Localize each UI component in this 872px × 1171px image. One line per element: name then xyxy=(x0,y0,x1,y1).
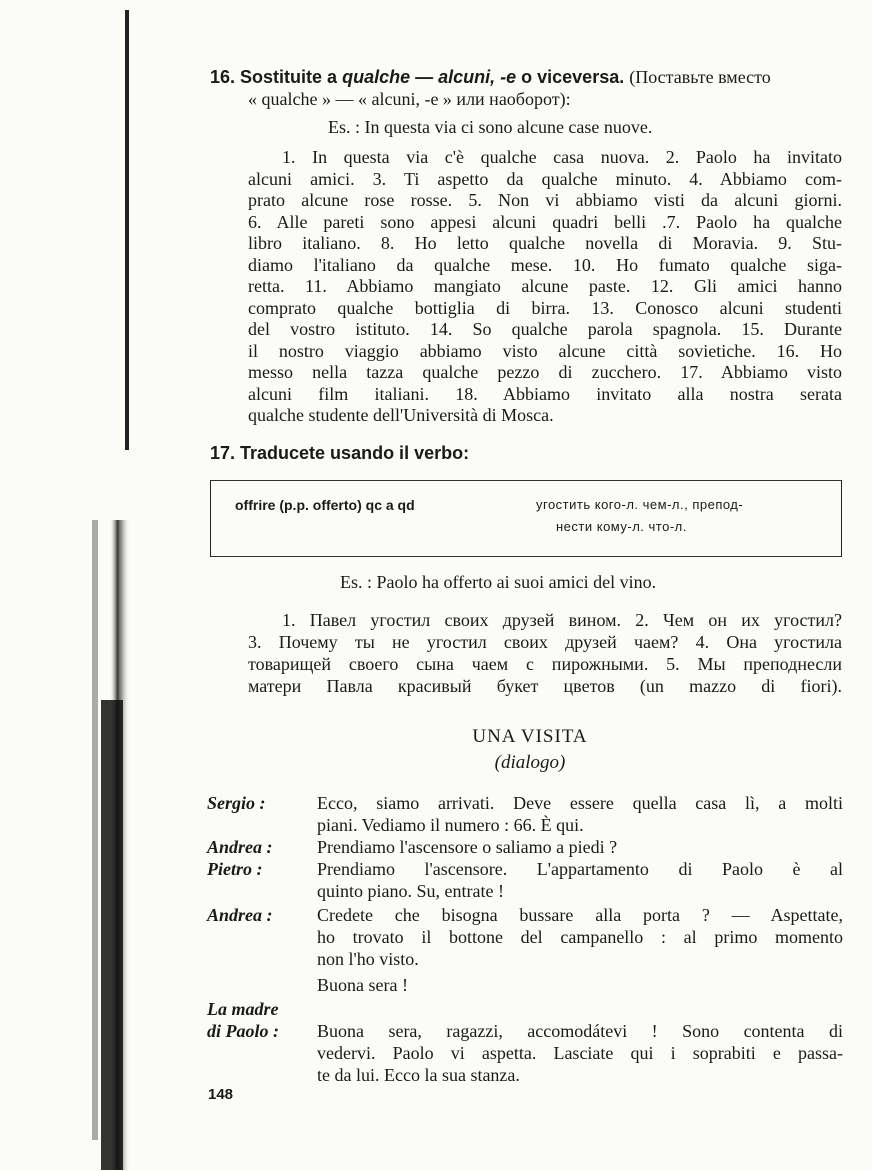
speaker-name: Sergio : xyxy=(207,793,266,813)
speech-line: ho trovato il bottone del campanello : al primo momento xyxy=(317,927,843,947)
exercise-16-line: diamo l'italiano da qualche mese. 10. Ho fumato qualche siga- xyxy=(248,254,842,275)
exercise-16-title-a: Sostituite a xyxy=(240,67,338,87)
speech-line: non l'ho visto. xyxy=(317,949,419,969)
speech xyxy=(207,904,843,996)
verb-box xyxy=(210,480,842,557)
speech-line: Ecco, siamo arrivati. Deve essere quella casa lì, a molti xyxy=(317,793,843,813)
exercise-17-body xyxy=(248,609,842,697)
page-number: 148 xyxy=(208,1086,234,1103)
dialogue-subtitle: (dialogo) xyxy=(494,752,566,773)
exercise-17-line: матери Павла красивый букет цветов (un mazzo di fiori). xyxy=(248,676,842,696)
speech-line: Buona sera, ragazzi, accomodátevi ! Sono contenta di xyxy=(317,1021,843,1041)
exercise-16-line: prato alcune rose rosse. 5. Non vi abbiamo visti da alcuni giorni. xyxy=(248,190,842,210)
verb-translation-1: угостить кого-л. чем-л., препод- xyxy=(536,497,744,512)
exercise-16-line: retta. 11. Abbiamo mangiato alcune paste. 12. Gli amici hanno xyxy=(248,276,842,296)
exercise-16-line: comprato qualche bottiglia di birra. 13. Conosco alcuni studenti xyxy=(248,297,842,318)
exercise-16-title-d: (Поставьте вместо xyxy=(629,67,771,87)
speech-line: vedervi. Paolo vi aspetta. Lasciate qui i soprabiti e passa- xyxy=(317,1043,843,1063)
exercise-17-line: товарищей своего сына чаем с пирожными. 5. Мы преподнесли xyxy=(248,654,842,674)
exercise-16-line: il nostro viaggio abbiamo visto alcune città sovietiche. 16. Ho xyxy=(248,340,842,361)
speaker-name: La madre xyxy=(207,999,279,1019)
speech-line: quinto piano. Su, entrate ! xyxy=(317,881,504,901)
exercise-16-line: qualche studente dell'Università di Mosca. xyxy=(248,405,554,425)
exercise-17-title: 17. Traducete usando il verbo: xyxy=(210,443,470,463)
speech xyxy=(207,792,843,836)
exercise-16-title-b: qualche — alcuni, -e xyxy=(342,67,517,87)
exercise-16-title xyxy=(210,66,842,88)
speech-line: Credete che bisogna bussare alla porta ? — Aspettate, xyxy=(317,905,843,925)
verb-translation-2: нести кому-л. что-л. xyxy=(556,519,687,534)
exercise-16-line: 6. Alle pareti sono appesi alcuni quadri belli .7. Paolo ha qualche xyxy=(248,211,842,232)
speech-text xyxy=(317,836,843,858)
exercise-16-line: del vostro istituto. 14. So qualche parola spagnola. 15. Durante xyxy=(248,319,842,339)
speech-line: te da lui. Ecco la sua stanza. xyxy=(317,1065,520,1085)
dialogue-title: UNA VISITA xyxy=(472,726,588,747)
exercise-16-line: libro italiano. 8. Ho letto qualche novella di Moravia. 9. Stu- xyxy=(248,233,842,253)
speech-text xyxy=(317,1020,843,1086)
exercise-16-line: alcuni film italiani. 18. Abbiamo invitato alla nostra serata xyxy=(248,383,842,404)
speech-line: Prendiamo l'ascensore o saliamo a piedi ? xyxy=(317,837,618,857)
exercise-17-example: Es. : Paolo ha offerto ai suoi amici del vino. xyxy=(340,572,657,592)
dialogue xyxy=(207,792,843,1086)
speech xyxy=(207,1020,843,1086)
book-spine-shadow xyxy=(0,0,150,1171)
speech-text xyxy=(317,792,843,836)
speaker-name: Pietro : xyxy=(207,859,263,879)
exercise-16-line: alcuni amici. 3. Ti aspetto da qualche minuto. 4. Abbiamo com- xyxy=(248,168,842,189)
exercise-17-line: 3. Почему ты не угостил своих друзей чаем? 4. Она угостила xyxy=(248,632,842,652)
speech-line: Prendiamo l'ascensore. L'appartamento di Paolo è al xyxy=(317,859,843,879)
exercise-16-example: Es. : In questa via ci sono alcune case nuove. xyxy=(328,117,653,137)
exercise-16-title-c: o viceversa. xyxy=(521,67,625,87)
speaker-name: Andrea : xyxy=(207,837,273,857)
exercise-16-line: 1. In questa via c'è qualche casa nuova. 2. Paolo ha invitato xyxy=(282,147,842,167)
speaker-name: di Paolo : xyxy=(207,1021,279,1041)
exercise-16-line: messo nella tazza qualche pezzo di zucchero. 17. Abbiamo visto xyxy=(248,362,842,382)
exercise-16-title-line2: « qualche » — « alcuni, -e » или наоборот): xyxy=(248,89,571,109)
speech-line: piani. Vediamo il numero : 66. È qui. xyxy=(317,815,584,835)
exercise-16-number: 16. xyxy=(210,67,236,87)
speaker-name: Andrea : xyxy=(207,905,273,925)
exercise-16-body xyxy=(248,147,842,427)
speech xyxy=(207,998,843,1020)
verb-entry: offrire (p.p. offerto) qc a qd xyxy=(235,497,415,513)
speech-text xyxy=(317,858,843,902)
speech xyxy=(207,858,843,902)
speech xyxy=(207,836,843,858)
exercise-17-line: 1. Павел угостил своих друзей вином. 2. Чем он их угостил? xyxy=(282,610,842,630)
speech-text xyxy=(317,904,843,996)
speech-line: Buona sera ! xyxy=(317,975,408,995)
